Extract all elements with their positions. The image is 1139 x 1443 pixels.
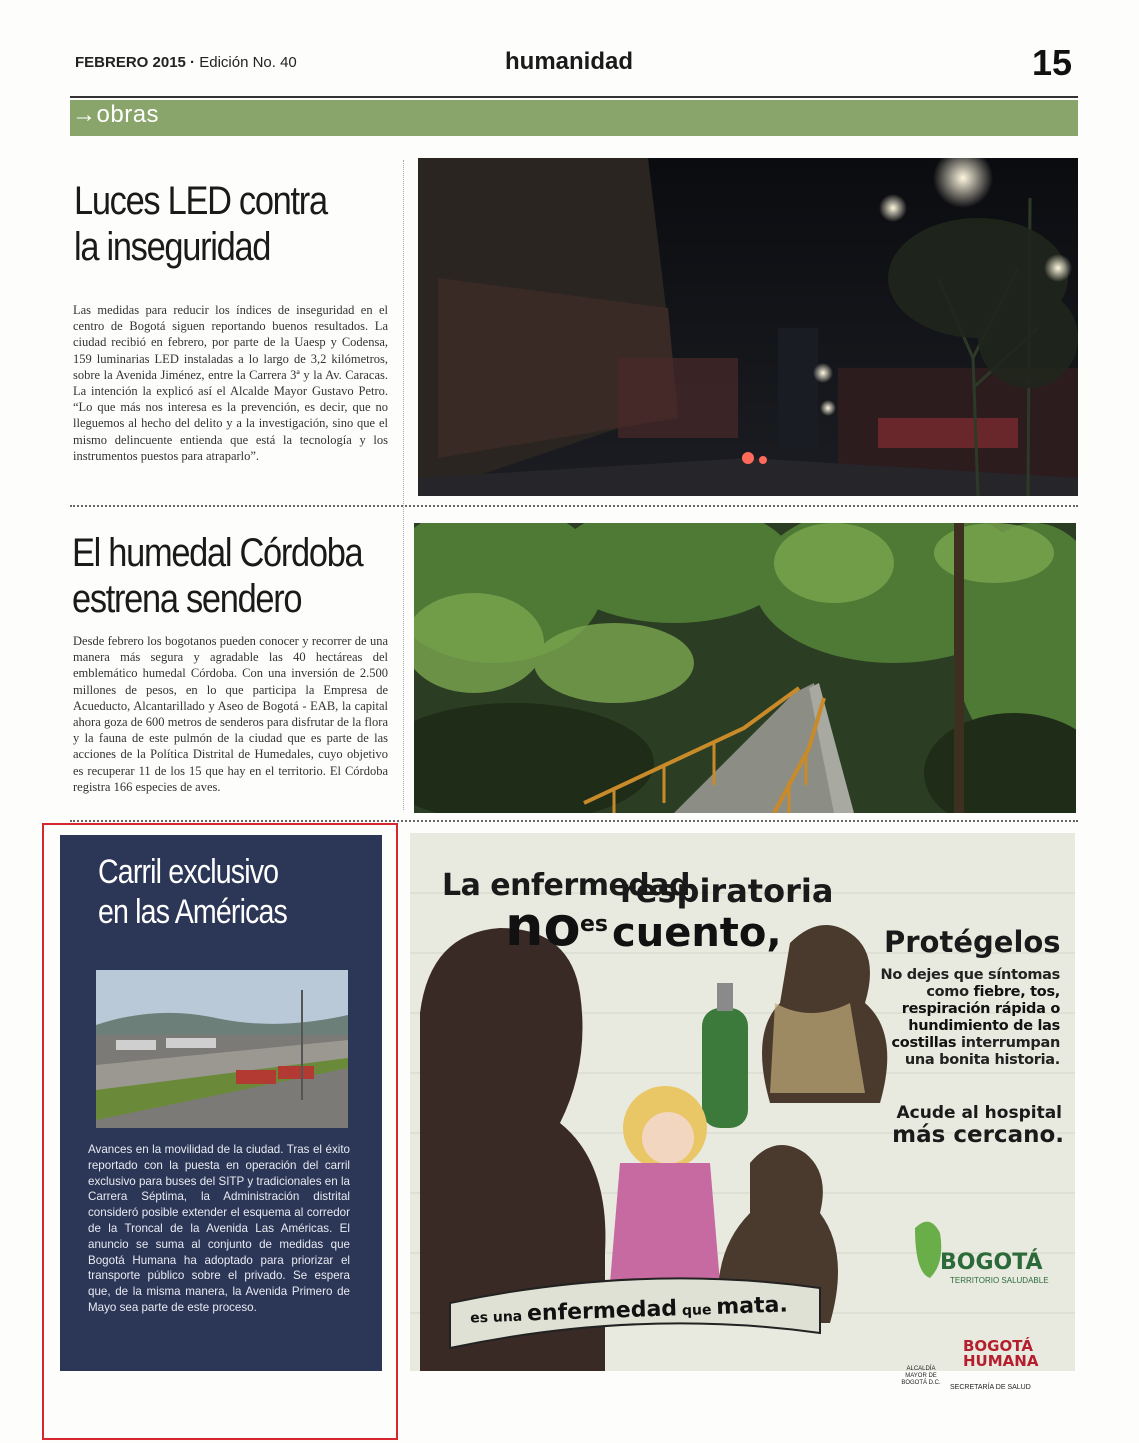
ad-symptoms-text	[872, 967, 1060, 1069]
section-band-label: →obras	[72, 101, 160, 128]
ad-cercano: más cercano.	[892, 1122, 1064, 1148]
logo-alcaldia-text: ALCALDÍA MAYOR DE BOGOTÁ D.C.	[901, 1366, 941, 1386]
wetland-path-photo	[414, 523, 1076, 813]
logo-territorio-text: TERRITORIO SALUDABLE	[950, 1276, 1049, 1285]
ad-headline-no: no	[505, 895, 581, 958]
ad-banner-a: es una	[469, 1308, 528, 1327]
article-2-title	[72, 530, 362, 622]
page-number: 15	[1032, 42, 1073, 83]
article-1-title-line-2: la inseguridad	[74, 225, 271, 269]
ad-headline-cuento: cuento,	[612, 910, 782, 956]
issue-month: FEBRERO 2015	[75, 54, 186, 71]
ad-acude: Acude al hospital	[896, 1103, 1062, 1123]
ad-symptoms-plain-1: No dejes que síntomas como	[880, 967, 1060, 1000]
column-divider	[403, 160, 404, 810]
ad-headline-es: es	[580, 912, 609, 937]
issue-date	[75, 54, 297, 71]
date-separator: ·	[190, 54, 196, 71]
header-rule	[70, 96, 1078, 98]
ad-headline-line-2: respiratoria	[620, 872, 834, 910]
ad-banner-d: mata.	[715, 1292, 789, 1320]
section-band	[70, 100, 1078, 136]
article-1-body: Las medidas para reducir los índices de inseguridad en el centro de Bogotá siguen reportando buenos resultados. La ciudad recibió en febrero, por parte de la Uaesp y Codensa, 159 luminarias LED instaladas a lo largo de 3,2 kilómetros, sobre la Avenida Jiménez, entre la Carrera 3ª y la Av. Caracas. La intención la explicó así el Alcalde Mayor Gustavo Petro. “Lo que más nos interesa es la prevención, es decir, que no lleguemos al hecho del delito y a la investigación, sino que el mismo delincuente entienda que está la tecnología y los instrumentos puestos para atraparlo”.	[73, 303, 388, 463]
ad-banner-b: enfermedad	[526, 1296, 678, 1327]
highlight-frame	[42, 823, 398, 1440]
article-2-title-line-1: El humedal Córdoba	[72, 531, 363, 575]
article-2-title-line-2: estrena sendero	[72, 577, 302, 621]
logo-bogota-humana-line-2: HUMANA	[963, 1352, 1039, 1370]
ad-banner-c: que	[676, 1301, 717, 1320]
sidebar-title-line-2: en las Américas	[98, 893, 287, 931]
logo-bogota-humana-line-1: BOGOTÁ	[963, 1337, 1033, 1355]
sidebar-body: Avances en la movilidad de la ciudad. Tras el éxito reportado con la puesta en operación del carril exclusivo para buses del SITP y tradicionales en la Carrera Séptima, la Administración distrital consideró posible extender el esquema al corredor de la Troncal de la Avenida Las Américas. El anuncio se suma al conjunto de medidas que Bogotá Humana ha adoptado para priorizar el transporte público sobre el privado. Se espera que, de la misma manera, la Avenida Primero de Mayo sea parte de este proceso.	[88, 1143, 350, 1314]
logo-bogota-text: BOGOTÁ	[940, 1250, 1043, 1275]
edition-number: Edición No. 40	[199, 54, 297, 71]
ad-headline-line-1: La enfermedad	[442, 868, 691, 903]
night-street-photo	[418, 158, 1078, 496]
sidebar-title-line-1: Carril exclusivo	[98, 853, 279, 891]
article-divider-2	[70, 820, 1078, 822]
ad-protegelos: Protégelos	[884, 925, 1061, 959]
article-1-title-line-1: Luces LED contra	[74, 179, 327, 223]
article-2-body: Desde febrero los bogotanos pueden conocer y recorrer de una manera más segura y agradable las 40 hectáreas del emblemático humedal Córdoba. Con una inversión de 2.500 millones de pesos, en lo que participa la Empresa de Acueducto, Alcantarillado y Aseo de Bogotá - EAB, la capital ahora goza de 600 metros de senderos para disfrutar de la flora y la fauna de este pulmón de la ciudad que es parte de las acciones de la Política Distrital de Humedales, cuyo objetivo es recuperar 11 de los 15 que hay en el territorio. El Córdoba registra 166 especies de aves.	[73, 634, 388, 794]
article-1-title	[74, 178, 327, 270]
ad-symptoms-plain-2: interrumpan una bonita historia.	[904, 1035, 1060, 1068]
ad-symptoms-bold: fiebre, tos, respiración rápida o hundimiento de las costillas	[891, 984, 1060, 1051]
logo-secretaria-text: SECRETARÍA DE SALUD	[950, 1384, 1031, 1391]
section-name: humanidad	[505, 48, 634, 75]
article-divider-1	[70, 505, 1078, 507]
